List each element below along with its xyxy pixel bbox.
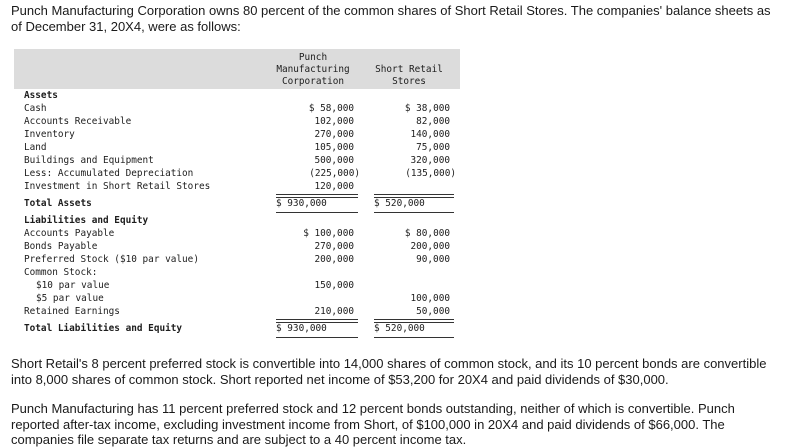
total-rule [374,337,454,338]
row-label: Investment in Short Retail Stores [24,181,211,192]
short-value: 75,000 [416,142,450,153]
row-label: Accounts Payable [24,228,115,239]
row-label: Bonds Payable [24,241,98,252]
balance-sheet-table [14,49,460,339]
row-label: Total Liabilities and Equity [24,323,183,334]
table-row [14,279,460,292]
row-label: Preferred Stock ($10 par value) [24,254,199,265]
table-row [14,197,460,210]
punch-value: 200,000 [314,254,354,265]
row-label: Common Stock: [24,267,98,278]
short-value: 200,000 [410,241,450,252]
total-rule [276,337,358,338]
row-label: $10 par value [36,280,110,291]
table-row [14,141,460,154]
punch-value: 120,000 [314,181,354,192]
table-row [14,240,460,253]
total-rule [374,212,454,213]
row-label: Retained Earnings [24,306,120,317]
row-label: Less: Accumulated Depreciation [24,168,194,179]
table-row [14,128,460,141]
punch-value: 105,000 [314,142,354,153]
punch-value: $ 930,000 [276,323,327,334]
paragraph-punch: Punch Manufacturing has 11 percent preferred stock and 12 percent bonds outstanding, neither of which is convertible. Punch reported after-tax income, excluding investment income from Short, of $100,000 in 20X4 and paid dividends of $66,000. The companies file separate tax returns and are subject to a 40 percent income tax. [11,401,735,447]
total-rule [276,212,358,213]
punch-value: 500,000 [314,155,354,166]
table-row [14,227,460,240]
row-label: Assets [24,90,58,101]
short-value: $ 520,000 [374,323,425,334]
intro-text: Punch Manufacturing Corporation owns 80 percent of the common shares of Short Retail Stores. The companies' balance sheets as of December 31, 20X4, were as follows: [11,3,771,34]
punch-value: 270,000 [314,241,354,252]
table-row [14,322,460,335]
table-row [14,115,460,128]
table-row [14,266,460,279]
punch-value: 150,000 [314,280,354,291]
punch-value: $ 58,000 [308,103,354,114]
column-header-punch: Punch Manufacturing Corporation [276,52,350,87]
table-row [14,292,460,305]
table-row [14,154,460,167]
short-value: 90,000 [416,254,450,265]
short-value: 320,000 [410,155,450,166]
table-row [14,214,460,227]
short-value: 50,000 [416,306,450,317]
row-label: Accounts Receivable [24,116,132,127]
table-row [14,167,460,180]
table-row [14,102,460,115]
short-value: $ 520,000 [374,198,425,209]
table-row [14,305,460,318]
table-row [14,89,460,102]
punch-value: 210,000 [314,306,354,317]
punch-value: (225,000) [309,168,360,179]
short-value: 82,000 [416,116,450,127]
punch-value: $ 100,000 [303,228,354,239]
punch-value: $ 930,000 [276,198,327,209]
row-label: Liabilities and Equity [24,215,149,226]
row-label: Land [24,142,47,153]
row-label: $5 par value [36,293,104,304]
column-header-short: Short Retail Stores [375,64,443,87]
row-label: Total Assets [24,198,92,209]
row-label: Cash [24,103,47,114]
paragraph-short-retail: Short Retail's 8 percent preferred stock is convertible into 14,000 shares of common stock, and its 10 percent bonds are convertible into 8,000 shares of common stock. Short reported net income of $53,200 for 20X4 and paid dividends of $30,000. [11,356,767,387]
short-value: $ 80,000 [404,228,450,239]
punch-value: 102,000 [314,116,354,127]
short-value: (135,000) [405,168,456,179]
table-row [14,253,460,266]
short-value: 140,000 [410,129,450,140]
row-label: Buildings and Equipment [24,155,154,166]
table-row [14,180,460,193]
short-value: 100,000 [410,293,450,304]
punch-value: 270,000 [314,129,354,140]
short-value: $ 38,000 [404,103,450,114]
row-label: Inventory [24,129,75,140]
